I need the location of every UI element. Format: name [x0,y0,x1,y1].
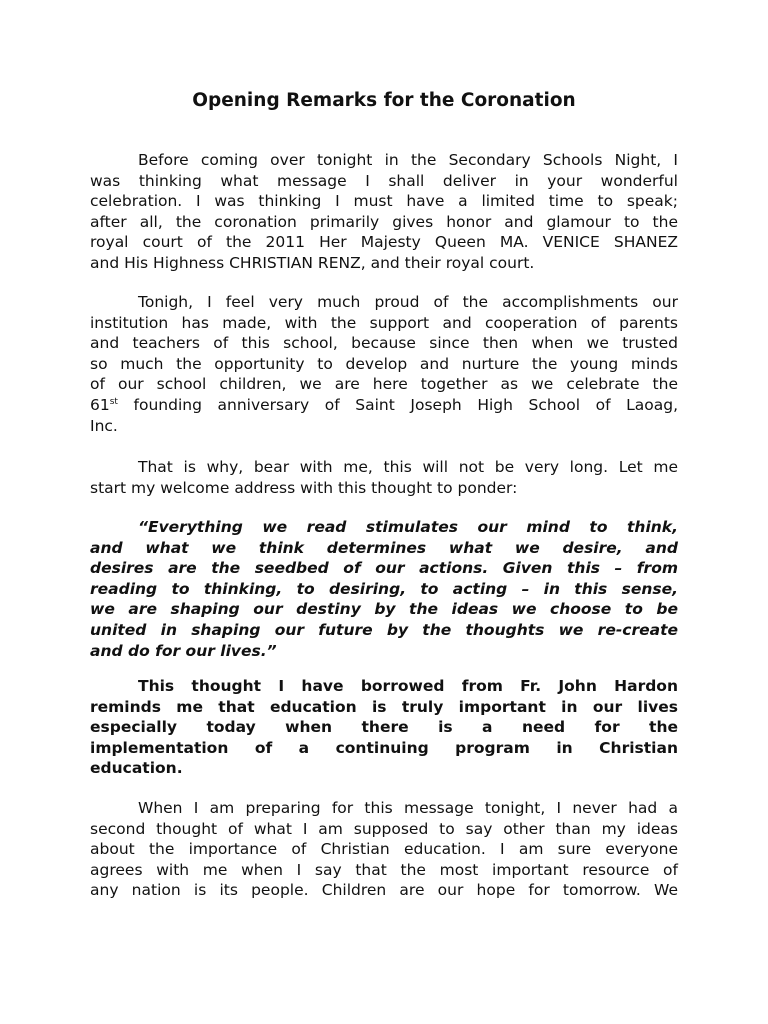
text-line: united in shaping our future by the thoughts we re-create [90,620,678,639]
text-line: agrees with me when I say that the most important resource of [90,860,678,879]
text-line: we are shaping our destiny by the ideas we choose to be [90,600,678,619]
text-line: of our school children, we are here together as we celebrate the [90,375,678,394]
text-line: was thinking what message I shall deliver in your wonderful [90,171,678,190]
text-line: second thought of what I am supposed to say other than my ideas [90,819,678,838]
paragraph [90,292,678,436]
ordinal-suffix: st [109,396,118,407]
text-line: This thought I have borrowed from Fr. John Hardon [138,677,678,695]
text-line: reading to thinking, to desiring, to acting – in this sense, [90,579,678,598]
paragraph [90,150,678,274]
text-line: and teachers of this school, because since then when we trusted [90,334,678,353]
text-line: start my welcome address with this thought to ponder: [90,478,518,497]
text-line: after all, the coronation primarily gives honor and glamour to the [90,212,678,231]
text-line [90,395,678,416]
paragraph [90,517,678,661]
text-line: so much the opportunity to develop and nurture the young minds [90,354,678,373]
text-line: Tonigh, I feel very much proud of the accomplishments our [138,293,678,311]
paragraph [90,676,678,779]
text-line: royal court of the 2011 Her Majesty Queen MA. VENICE SHANEZ [90,233,678,252]
text-line: institution has made, with the support and cooperation of parents [90,313,678,332]
paragraph [90,798,678,901]
text-line: and do for our lives.” [90,641,277,660]
text-line: desires are the seedbed of our actions. Given this – from [90,559,678,578]
ordinal-number: 61 [90,395,110,414]
text-line: When I am preparing for this message tonight, I never had a [138,799,678,817]
text-line: and what we think determines what we desire, and [90,538,678,557]
text-line: reminds me that education is truly important in our lives [90,697,678,716]
text-line: about the importance of Christian education. I am sure everyone [90,840,678,859]
line-text: founding anniversary of Saint Joseph High School of Laoag, [117,395,678,414]
text-line: especially today when there is a need for the [90,718,678,737]
text-line: Inc. [90,416,118,435]
text-line: education. [90,759,183,778]
text-line: That is why, bear with me, this will not be very long. Let me [138,458,678,476]
text-line: “Everything we read stimulates our mind to think, [138,518,678,536]
text-line: celebration. I was thinking I must have a limited time to speak; [90,192,678,211]
paragraph [90,457,678,498]
text-line: and His Highness CHRISTIAN RENZ, and their royal court. [90,253,535,272]
document-title: Opening Remarks for the Coronation [192,90,576,111]
text-line: implementation of a continuing program in Christian [90,738,678,757]
text-line: Before coming over tonight in the Secondary Schools Night, I [138,151,678,169]
text-line: any nation is its people. Children are our hope for tomorrow. We [90,881,678,900]
